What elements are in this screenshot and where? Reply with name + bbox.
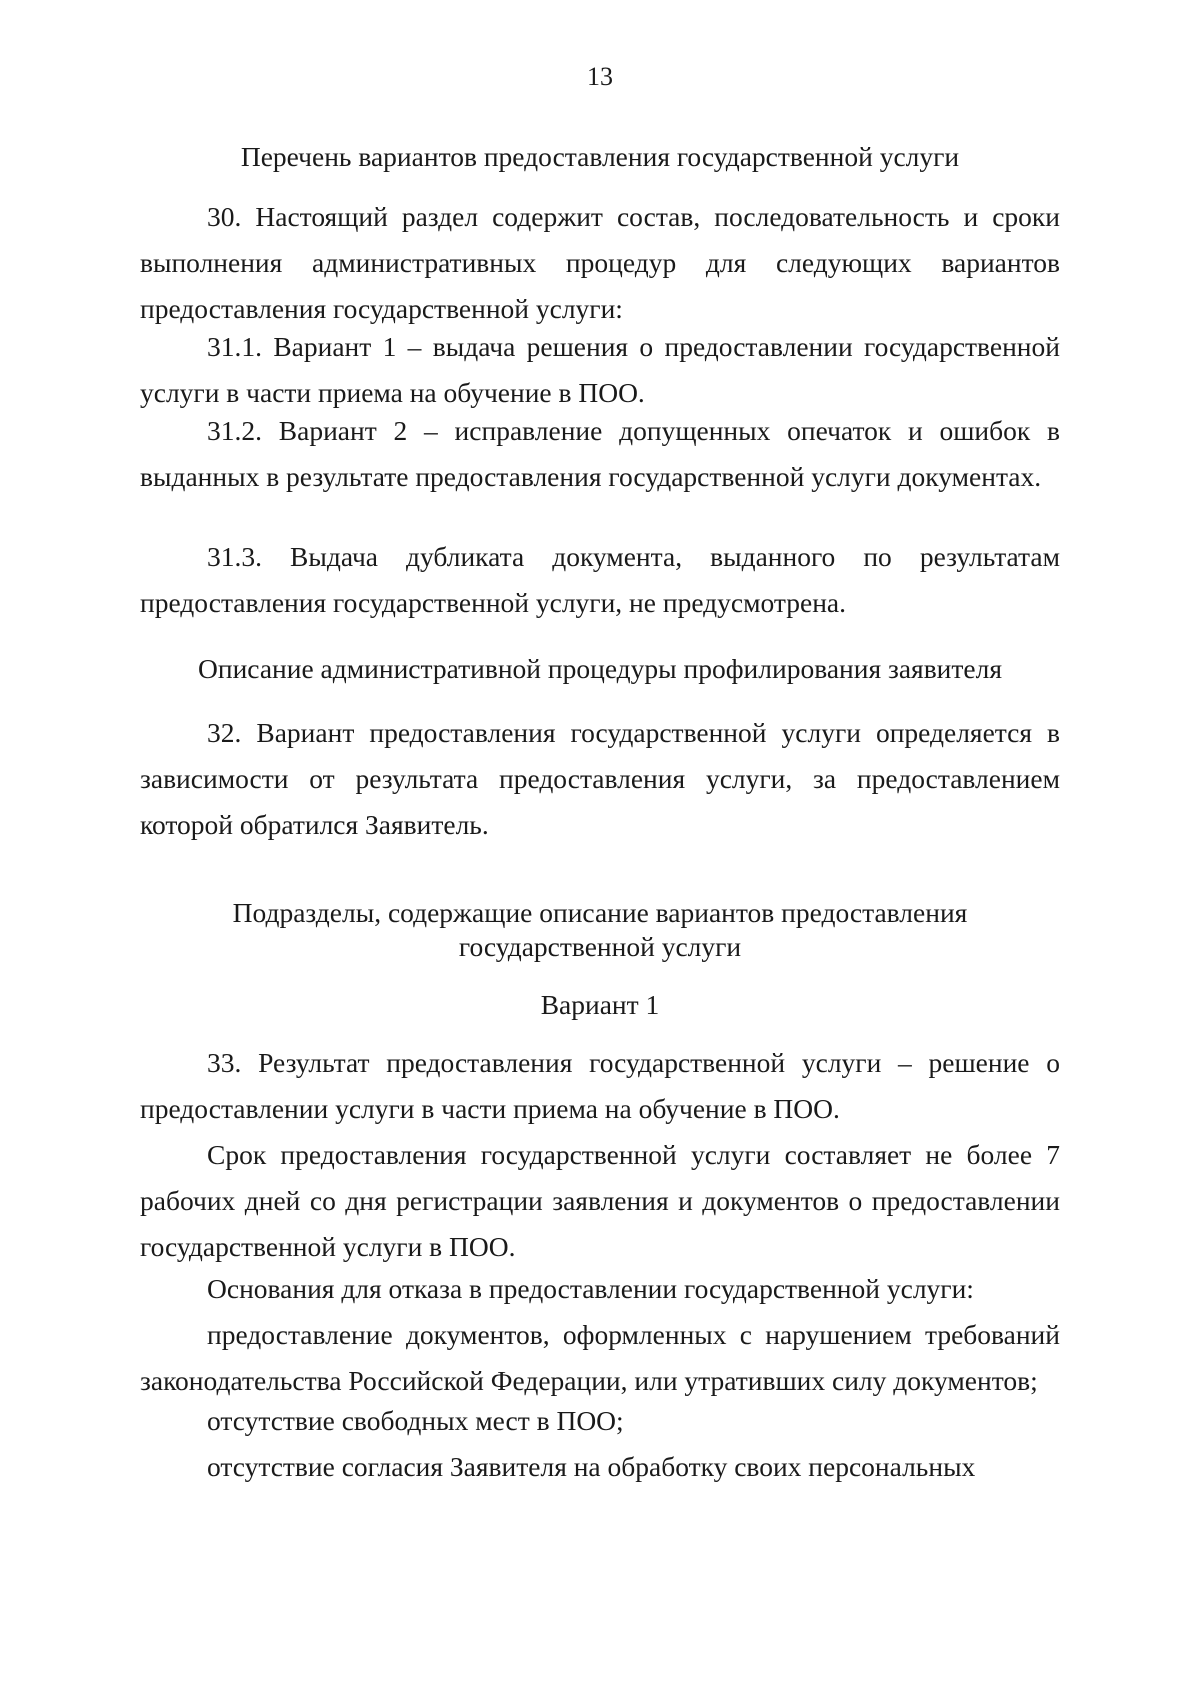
section-heading-subsections-line1: Подразделы, содержащие описание вариантов предоставления [232, 897, 968, 928]
paragraph-31-2: 31.2. Вариант 2 – исправление допущенных опечаток и ошибок в выданных в результате предоставления государственной услуги документах. [140, 415, 1060, 492]
paragraph-32: 32. Вариант предоставления государственной услуги определяется в зависимости от результата предоставления услуги, за предоставлением которой обратился Заявитель. [140, 717, 1060, 840]
paragraph-term: Срок предоставления государственной услуги составляет не более 7 рабочих дней со дня регистрации заявления и документов о предоставлении государственной услуги в ПОО. [140, 1139, 1060, 1262]
paragraph-ground-2: отсутствие свободных мест в ПОО; [207, 1405, 624, 1436]
section-heading-variants-list: Перечень вариантов предоставления государственной услуги [240, 141, 960, 172]
paragraph-31-1: 31.1. Вариант 1 – выдача решения о предоставлении государственной услуги в части приема на обучение в ПОО. [140, 331, 1060, 408]
section-heading-subsections-line2: государственной услуги [458, 931, 742, 962]
section-heading-variant-1: Вариант 1 [540, 989, 660, 1020]
paragraph-31-3: 31.3. Выдача дубликата документа, выданного по результатам предоставления государственной услуги, не предусмотрена. [140, 541, 1060, 618]
paragraph-33: 33. Результат предоставления государственной услуги – решение о предоставлении услуги в части приема на обучение в ПОО. [140, 1047, 1060, 1124]
page-number: 13 [587, 62, 613, 91]
paragraph-ground-1: предоставление документов, оформленных с нарушением требований законодательства Российской Федерации, или утративших силу документов; [140, 1319, 1060, 1396]
section-heading-profiling: Описание административной процедуры профилирования заявителя [198, 653, 1002, 684]
paragraph-30: 30. Настоящий раздел содержит состав, последовательность и сроки выполнения административных процедур для следующих вариантов предоставления государственной услуги: [140, 201, 1060, 324]
paragraph-refusal-grounds: Основания для отказа в предоставлении государственной услуги: [207, 1273, 974, 1304]
paragraph-ground-3: отсутствие согласия Заявителя на обработку своих персональных [207, 1451, 976, 1482]
